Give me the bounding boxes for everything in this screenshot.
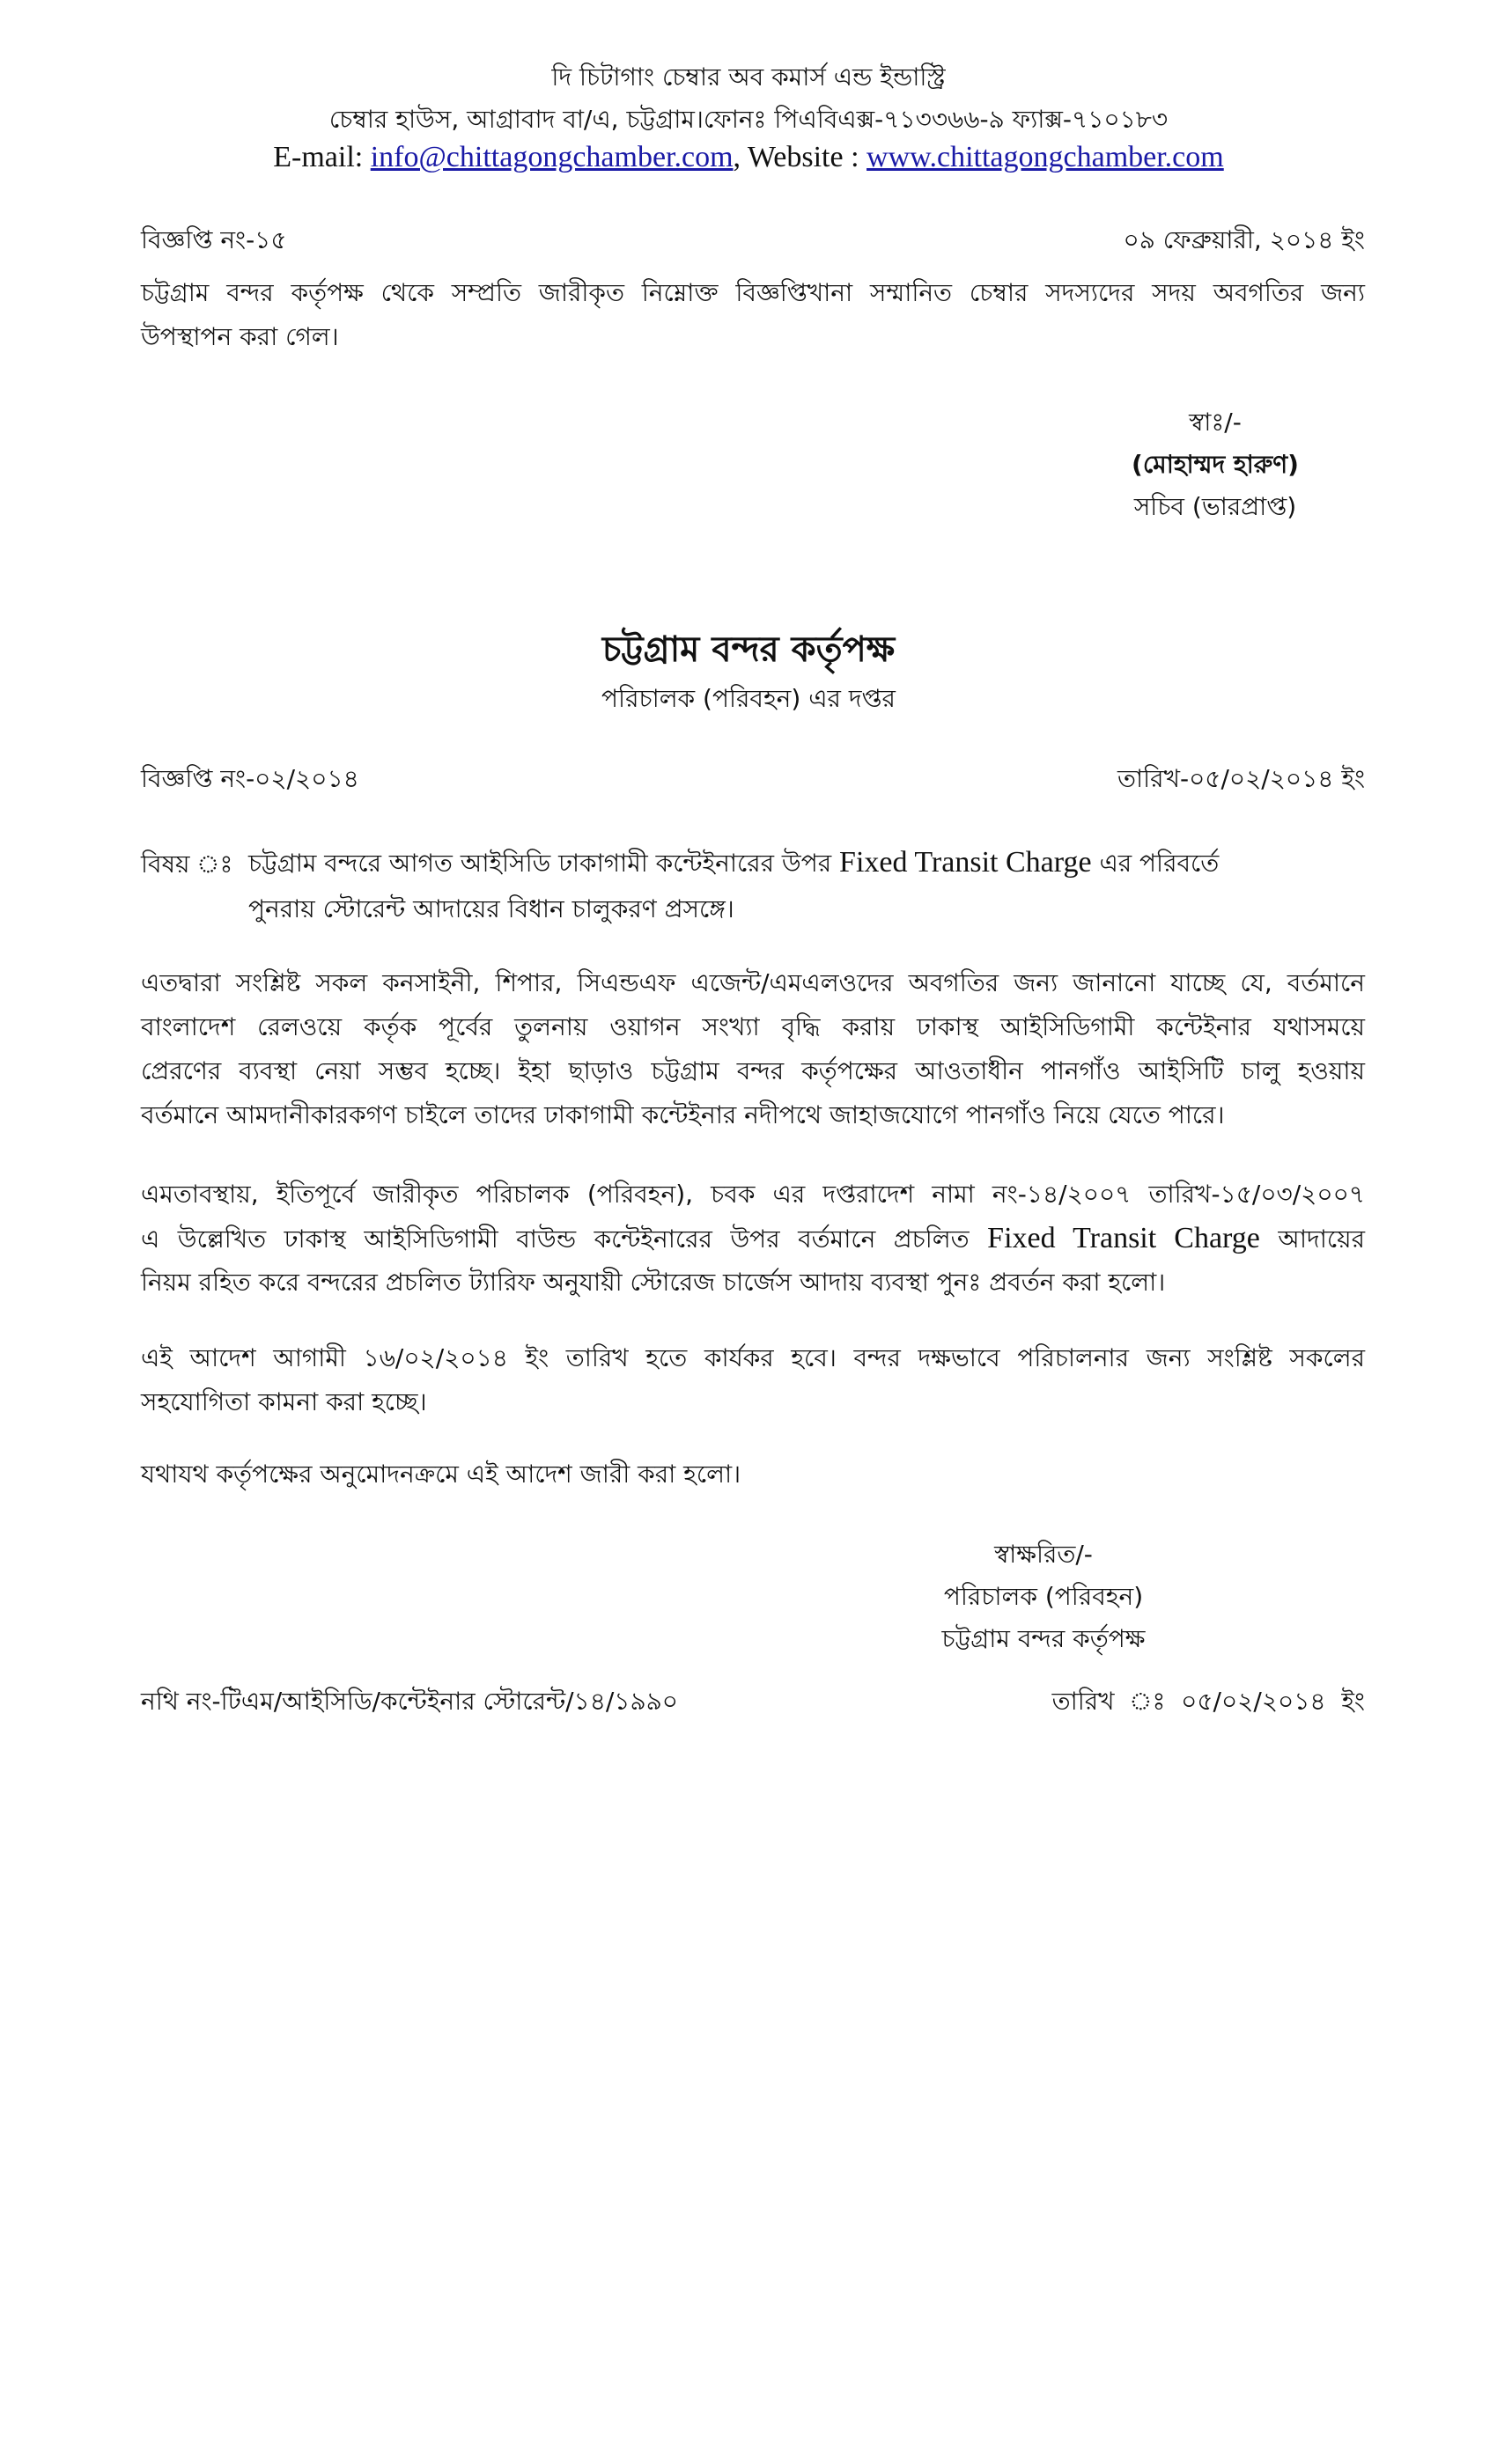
website-link[interactable]: www.chittagongchamber.com [866, 141, 1224, 173]
port-office-subtitle: পরিচালক (পরিবহন) এর দপ্তর [601, 684, 896, 713]
file-number: নথি নং-টিএম/আইসিডি/কন্টেইনার স্টোরেন্ট/১৪/১৯৯০ [141, 1687, 679, 1716]
paragraph-3 [141, 1336, 1365, 1424]
email-link[interactable]: info@chittagongchamber.com [370, 141, 734, 173]
paragraph-line: এমতাবস্থায়, ইতিপূর্বে জারীকৃত পরিচালক (পরিবহন), চবক এর দপ্তরাদেশ নামা নং-১৪/২০০৭ তারিখ-১৫/০৩/২০০৭ [141, 1180, 1365, 1209]
paragraph-line: এই আদেশ আগামী ১৬/০২/২০১৪ ইং তারিখ হতে কার্যকর হবে। বন্দর দক্ষভাবে পরিচালনার জন্য সংশ্লিষ্ট সকলের [141, 1343, 1365, 1372]
chamber-notice-date: ০৯ ফেব্রুয়ারী, ২০১৪ ইং [1123, 225, 1365, 254]
port-notice-number: বিজ্ঞপ্তি নং-০২/২০১৪ [141, 764, 359, 793]
contact-line [0, 141, 1497, 174]
chamber-signature-block [1039, 401, 1391, 528]
para2-part-a: এ উল্লেখিত ঢাকাস্থ আইসিডিগামী বাউন্ড কন্টেইনারের উপর বর্তমানে প্রচলিত [141, 1225, 988, 1254]
paragraph-4: যথাযথ কর্তৃপক্ষের অনুমোদনক্রমে এই আদেশ জারী করা হলো। [141, 1460, 741, 1489]
port-signer-org: চট্টগ্রাম বন্দর কর্তৃপক্ষ [941, 1624, 1146, 1653]
paragraph-line: সহযোগিতা কামনা করা হচ্ছে। [141, 1387, 427, 1416]
paragraph-line: প্রেরণের ব্যবস্থা নেয়া সম্ভব হচ্ছে। ইহা ছাড়াও চট্টগ্রাম বন্দর কর্তৃপক্ষের আওতাধীন পানগাঁও আইসিটি চালু হওয়ায় [141, 1056, 1365, 1085]
signer-title: সচিব (ভারপ্রাপ্ত) [1133, 492, 1297, 521]
subject-line1-en: Fixed Transit Charge [839, 846, 1092, 879]
email-label: E-mail: [273, 141, 371, 173]
port-notice-date: তারিখ-০৫/০২/২০১৪ ইং [1117, 764, 1365, 793]
paragraph-1 [141, 961, 1365, 1137]
port-authority-title: চট্টগ্রাম বন্দর কর্তৃপক্ষ [601, 629, 896, 670]
paragraph-2 [141, 1173, 1365, 1305]
chamber-notice-body-line: উপস্থাপন করা গেল। [141, 322, 339, 351]
signed-mark: স্বাক্ষরিত/- [994, 1540, 1093, 1569]
subject-line1-end: এর পরিবর্তে [1091, 849, 1220, 878]
subject-label: বিষয় ঃ [141, 850, 233, 879]
org-name: দি চিটাগাং চেম্বার অব কমার্স এন্ড ইন্ডাস্ট্রি [551, 63, 946, 92]
paragraph-line [141, 1217, 1365, 1261]
subject-text [248, 840, 1358, 932]
subject-line2: পুনরায় স্টোরেন্ট আদায়ের বিধান চালুকরণ প্রসঙ্গে। [248, 894, 734, 923]
org-address: চেম্বার হাউস, আগ্রাবাদ বা/এ, চট্টগ্রাম।ফোনঃ পিএবিএক্স-৭১৩৩৬৬-৯ ফ্যাক্স-৭১০১৮৩ [328, 105, 1169, 134]
signature-short: স্বাঃ/- [1189, 408, 1242, 437]
paragraph-line: বাংলাদেশ রেলওয়ে কর্তৃক পূর্বের তুলনায় ওয়াগন সংখ্যা বৃদ্ধি করায় ঢাকাস্থ আইসিডিগামী কন্টেইনার যথাসময়ে [141, 1012, 1365, 1041]
chamber-notice-number: বিজ্ঞপ্তি নং-১৫ [141, 225, 287, 254]
paragraph-line: বর্তমানে আমদানীকারকগণ চাইলে তাদের ঢাকাগামী কন্টেইনার নদীপথে জাহাজযোগে পানগাঁও নিয়ে যেতে পারে। [141, 1100, 1225, 1129]
para2-part-b: আদায়ের [1259, 1225, 1365, 1254]
paragraph-line: এতদ্বারা সংশ্লিষ্ট সকল কনসাইনী, শিপার, সিএন্ডএফ এজেন্ট/এমএলওদের অবগতির জন্য জানানো যাচ্ছে যে, বর্তমানে [141, 968, 1365, 997]
website-label: , Website : [733, 141, 867, 173]
paragraph-line: নিয়ম রহিত করে বন্দরের প্রচলিত ট্যারিফ অনুযায়ী স্টোরেজ চার্জেস আদায় ব্যবস্থা পুনঃ প্রবর্তন করা হলো। [141, 1268, 1166, 1297]
chamber-notice-body [141, 271, 1365, 359]
subject-line1-bn: চট্টগ্রাম বন্দরে আগত আইসিডি ঢাকাগামী কন্টেইনারের উপর [248, 849, 840, 878]
chamber-notice-body-line: চট্টগ্রাম বন্দর কর্তৃপক্ষ থেকে সম্প্রতি জারীকৃত নিম্নোক্ত বিজ্ঞপ্তিখানা সম্মানিত চেম্বার সদস্যদের সদয় অবগতির জন্য [141, 278, 1365, 307]
signer-name: (মোহাম্মদ হারুণ) [1132, 450, 1299, 479]
port-signature-block [845, 1534, 1242, 1660]
para2-english-term: Fixed Transit Charge [987, 1222, 1260, 1254]
file-date: তারিখ ঃ ০৫/০২/২০১৪ ইং [1051, 1687, 1365, 1716]
port-signer-title: পরিচালক (পরিবহন) [943, 1582, 1144, 1611]
